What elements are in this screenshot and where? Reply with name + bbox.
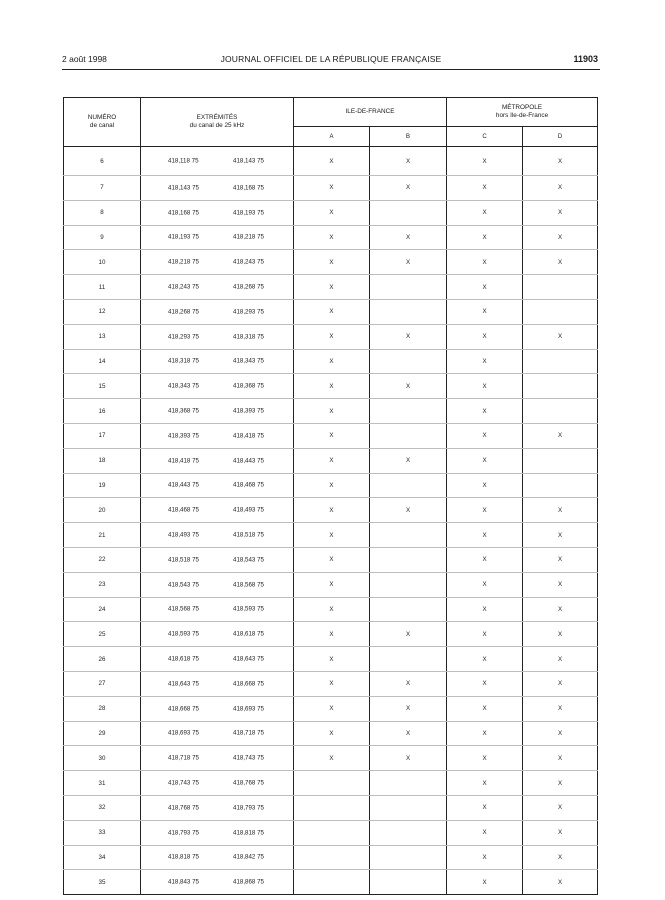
- column-c-mark: X: [447, 795, 523, 820]
- column-a-mark: X: [294, 250, 370, 275]
- extremes-cell: [141, 448, 294, 473]
- column-c-header: C: [447, 127, 523, 147]
- frequency-low: 418,418 75: [168, 457, 199, 465]
- frequency-high: 418,218 75: [233, 233, 264, 241]
- extremes-cell: [141, 225, 294, 250]
- frequency-high: 418,868 75: [233, 878, 264, 886]
- channel-number-cell: 18: [64, 448, 141, 473]
- channel-number-cell: 31: [64, 771, 141, 796]
- column-a-mark: X: [294, 176, 370, 201]
- frequency-high: 418,418 75: [233, 432, 264, 440]
- channel-number-cell: 20: [64, 498, 141, 523]
- column-a-mark: X: [294, 746, 370, 771]
- column-a-mark: [294, 795, 370, 820]
- channel-number-header-line1: NUMÉRO: [87, 114, 117, 121]
- column-d-mark: X: [523, 547, 598, 572]
- column-c-mark: X: [447, 498, 523, 523]
- table-row: [64, 597, 598, 622]
- channel-number-cell: 11: [64, 275, 141, 300]
- column-a-mark: X: [294, 448, 370, 473]
- column-b-mark: [370, 845, 447, 870]
- extremes-cell: [141, 498, 294, 523]
- frequency-low: 418,568 75: [168, 605, 199, 613]
- column-b-mark: [370, 423, 447, 448]
- channel-number-cell: 17: [64, 423, 141, 448]
- frequency-high: 418,368 75: [233, 382, 264, 390]
- column-a-mark: X: [294, 647, 370, 672]
- column-c-mark: X: [447, 572, 523, 597]
- extremes-cell: [141, 647, 294, 672]
- column-d-mark: X: [523, 820, 598, 845]
- channel-number-header-line2: de canal: [89, 122, 115, 129]
- extremes-cell: [141, 349, 294, 374]
- column-b-mark: X: [370, 250, 447, 275]
- column-c-mark: X: [447, 870, 523, 895]
- page-number: 11903: [573, 54, 598, 64]
- frequency-low: 418,693 75: [168, 729, 199, 737]
- column-d-mark: X: [523, 870, 598, 895]
- column-a-mark: X: [294, 399, 370, 424]
- column-c-mark: X: [447, 275, 523, 300]
- channel-number-cell: 19: [64, 473, 141, 498]
- frequency-low: 418,668 75: [168, 705, 199, 713]
- channel-number-cell: 14: [64, 349, 141, 374]
- extremes-cell: [141, 696, 294, 721]
- column-b-mark: X: [370, 147, 447, 176]
- frequency-high: 418,793 75: [233, 804, 264, 812]
- table-row: [64, 498, 598, 523]
- column-c-mark: X: [447, 250, 523, 275]
- column-b-mark: [370, 572, 447, 597]
- column-d-mark: X: [523, 423, 598, 448]
- column-d-mark: X: [523, 324, 598, 349]
- column-c-mark: X: [447, 324, 523, 349]
- column-d-header: D: [523, 127, 598, 147]
- channel-number-cell: 30: [64, 746, 141, 771]
- frequency-low: 418,718 75: [168, 754, 199, 762]
- column-c-mark: X: [447, 696, 523, 721]
- column-a-mark: X: [294, 324, 370, 349]
- frequency-low: 418,393 75: [168, 432, 199, 440]
- frequency-low: 418,318 75: [168, 357, 199, 365]
- column-d-mark: [523, 349, 598, 374]
- column-a-header: A: [294, 127, 370, 147]
- journal-title: JOURNAL OFFICIEL DE LA RÉPUBLIQUE FRANÇAISE: [220, 54, 442, 64]
- frequency-low: 418,268 75: [168, 308, 199, 316]
- ile-de-france-header-label: ILE-DE-FRANCE: [345, 108, 395, 115]
- extremes-cell: [141, 423, 294, 448]
- extremes-cell: [141, 374, 294, 399]
- frequency-high: 418,443 75: [233, 457, 264, 465]
- channel-number-cell: 13: [64, 324, 141, 349]
- column-d-mark: X: [523, 845, 598, 870]
- extremes-cell: [141, 547, 294, 572]
- column-a-mark: X: [294, 622, 370, 647]
- column-d-mark: X: [523, 250, 598, 275]
- table-row: [64, 374, 598, 399]
- extremes-cell: [141, 671, 294, 696]
- table-row: [64, 572, 598, 597]
- column-b-mark: [370, 523, 447, 548]
- table-row: [64, 622, 598, 647]
- channel-number-cell: 35: [64, 870, 141, 895]
- frequency-low: 418,843 75: [168, 878, 199, 886]
- column-d-mark: [523, 399, 598, 424]
- column-d-mark: X: [523, 176, 598, 201]
- table-row: [64, 671, 598, 696]
- column-a-mark: [294, 870, 370, 895]
- frequency-low: 418,818 75: [168, 853, 199, 861]
- extremes-cell: [141, 299, 294, 324]
- channel-number-cell: 27: [64, 671, 141, 696]
- column-c-mark: X: [447, 523, 523, 548]
- extremes-cell: [141, 845, 294, 870]
- column-d-mark: X: [523, 523, 598, 548]
- channel-number-cell: 24: [64, 597, 141, 622]
- column-b-mark: X: [370, 696, 447, 721]
- extremes-header-line2: du canal de 25 kHz: [189, 122, 245, 129]
- frequency-low: 418,443 75: [168, 481, 199, 489]
- frequency-high: 418,143 75: [233, 157, 264, 165]
- column-d-mark: X: [523, 597, 598, 622]
- column-a-mark: X: [294, 523, 370, 548]
- column-a-mark: X: [294, 349, 370, 374]
- issue-date: 2 août 1998: [62, 54, 107, 64]
- extremes-cell: [141, 250, 294, 275]
- column-c-mark: X: [447, 622, 523, 647]
- channel-frequency-table: [63, 97, 598, 895]
- table-row: [64, 349, 598, 374]
- frequency-high: 418,842 75: [233, 853, 264, 861]
- channel-number-cell: 29: [64, 721, 141, 746]
- column-a-mark: [294, 820, 370, 845]
- extremes-cell: [141, 870, 294, 895]
- frequency-low: 418,793 75: [168, 829, 199, 837]
- extremes-cell: [141, 820, 294, 845]
- column-b-mark: [370, 473, 447, 498]
- column-a-mark: X: [294, 200, 370, 225]
- column-c-mark: X: [447, 225, 523, 250]
- column-d-mark: [523, 374, 598, 399]
- channel-number-cell: 12: [64, 299, 141, 324]
- channel-number-cell: 22: [64, 547, 141, 572]
- column-a-mark: X: [294, 423, 370, 448]
- channel-number-cell: 21: [64, 523, 141, 548]
- column-b-mark: X: [370, 622, 447, 647]
- column-a-mark: X: [294, 498, 370, 523]
- column-b-mark: [370, 795, 447, 820]
- column-c-mark: X: [447, 423, 523, 448]
- table-row: [64, 324, 598, 349]
- channel-number-cell: 34: [64, 845, 141, 870]
- channel-number-cell: 32: [64, 795, 141, 820]
- frequency-high: 418,768 75: [233, 779, 264, 787]
- header-rule: [62, 69, 600, 70]
- extremes-cell: [141, 721, 294, 746]
- extremes-cell: [141, 622, 294, 647]
- frequency-low: 418,193 75: [168, 233, 199, 241]
- frequency-high: 418,393 75: [233, 407, 264, 415]
- column-b-mark: [370, 299, 447, 324]
- frequency-low: 418,468 75: [168, 506, 199, 514]
- column-d-mark: X: [523, 721, 598, 746]
- extremes-cell: [141, 324, 294, 349]
- frequency-high: 418,718 75: [233, 729, 264, 737]
- table-row: [64, 647, 598, 672]
- column-c-mark: X: [447, 647, 523, 672]
- table-row: [64, 448, 598, 473]
- column-a-mark: X: [294, 473, 370, 498]
- column-d-mark: X: [523, 696, 598, 721]
- channel-number-cell: 25: [64, 622, 141, 647]
- channel-number-cell: 16: [64, 399, 141, 424]
- frequency-high: 418,168 75: [233, 184, 264, 192]
- frequency-high: 418,643 75: [233, 655, 264, 663]
- column-a-mark: [294, 845, 370, 870]
- frequency-high: 418,243 75: [233, 258, 264, 266]
- column-a-mark: [294, 771, 370, 796]
- column-b-mark: X: [370, 448, 447, 473]
- column-a-mark: X: [294, 225, 370, 250]
- table-row: [64, 250, 598, 275]
- column-c-mark: X: [447, 597, 523, 622]
- column-a-mark: X: [294, 547, 370, 572]
- metropole-header: [447, 98, 598, 127]
- ile-de-france-header: [294, 98, 447, 127]
- table-row: [64, 299, 598, 324]
- column-b-mark: [370, 547, 447, 572]
- frequency-high: 418,193 75: [233, 209, 264, 217]
- column-c-mark: X: [447, 820, 523, 845]
- frequency-high: 418,593 75: [233, 605, 264, 613]
- column-b-mark: [370, 870, 447, 895]
- column-b-mark: [370, 597, 447, 622]
- column-d-mark: X: [523, 572, 598, 597]
- table-row: [64, 200, 598, 225]
- extremes-cell: [141, 176, 294, 201]
- channel-number-cell: 6: [64, 147, 141, 176]
- column-c-mark: X: [447, 746, 523, 771]
- extremes-cell: [141, 771, 294, 796]
- column-d-mark: [523, 299, 598, 324]
- channel-number-cell: 15: [64, 374, 141, 399]
- metropole-header-line1: MÉTROPOLE: [501, 104, 543, 111]
- column-b-mark: X: [370, 176, 447, 201]
- column-c-mark: X: [447, 349, 523, 374]
- frequency-low: 418,543 75: [168, 581, 199, 589]
- table-row: [64, 820, 598, 845]
- column-d-mark: X: [523, 671, 598, 696]
- frequency-high: 418,693 75: [233, 705, 264, 713]
- column-a-mark: X: [294, 147, 370, 176]
- column-b-mark: [370, 399, 447, 424]
- metropole-header-line2: hors Ile-de-France: [495, 112, 549, 119]
- table-row: [64, 275, 598, 300]
- table-row: [64, 423, 598, 448]
- column-a-mark: X: [294, 597, 370, 622]
- extremes-cell: [141, 147, 294, 176]
- channel-number-cell: 33: [64, 820, 141, 845]
- extremes-cell: [141, 523, 294, 548]
- frequency-low: 418,643 75: [168, 680, 199, 688]
- channel-number-cell: 7: [64, 176, 141, 201]
- table-row: [64, 547, 598, 572]
- frequency-high: 418,343 75: [233, 357, 264, 365]
- table-row: [64, 795, 598, 820]
- column-b-header: B: [370, 127, 447, 147]
- column-a-mark: X: [294, 374, 370, 399]
- frequency-low: 418,243 75: [168, 283, 199, 291]
- channel-number-header: [64, 98, 141, 147]
- channel-number-cell: 28: [64, 696, 141, 721]
- column-c-mark: X: [447, 374, 523, 399]
- table-row: [64, 721, 598, 746]
- column-d-mark: X: [523, 200, 598, 225]
- frequency-low: 418,343 75: [168, 382, 199, 390]
- frequency-high: 418,818 75: [233, 829, 264, 837]
- column-a-mark: X: [294, 572, 370, 597]
- column-b-mark: X: [370, 671, 447, 696]
- extremes-cell: [141, 200, 294, 225]
- frequency-high: 418,518 75: [233, 531, 264, 539]
- channel-number-cell: 23: [64, 572, 141, 597]
- page-header: [62, 51, 600, 67]
- column-c-mark: X: [447, 473, 523, 498]
- frequency-low: 418,518 75: [168, 556, 199, 564]
- table-row: [64, 870, 598, 895]
- channel-number-cell: 9: [64, 225, 141, 250]
- table-row: [64, 771, 598, 796]
- frequency-high: 418,543 75: [233, 556, 264, 564]
- column-a-mark: X: [294, 275, 370, 300]
- column-c-mark: X: [447, 147, 523, 176]
- extremes-cell: [141, 795, 294, 820]
- column-d-mark: X: [523, 746, 598, 771]
- column-c-mark: X: [447, 547, 523, 572]
- column-b-mark: [370, 200, 447, 225]
- column-b-mark: [370, 647, 447, 672]
- column-d-mark: [523, 448, 598, 473]
- column-d-mark: [523, 473, 598, 498]
- channel-number-cell: 26: [64, 647, 141, 672]
- frequency-high: 418,568 75: [233, 581, 264, 589]
- frequency-high: 418,318 75: [233, 333, 264, 341]
- extremes-header: [141, 98, 294, 147]
- column-d-mark: X: [523, 147, 598, 176]
- extremes-header-line1: EXTRÉMITÉS: [196, 114, 238, 121]
- table-row: [64, 523, 598, 548]
- frequency-low: 418,618 75: [168, 655, 199, 663]
- frequency-high: 418,293 75: [233, 308, 264, 316]
- column-b-mark: [370, 820, 447, 845]
- frequency-low: 418,768 75: [168, 804, 199, 812]
- table-row: [64, 176, 598, 201]
- column-d-mark: X: [523, 498, 598, 523]
- column-c-mark: X: [447, 399, 523, 424]
- column-a-mark: X: [294, 721, 370, 746]
- column-d-mark: X: [523, 771, 598, 796]
- frequency-high: 418,468 75: [233, 481, 264, 489]
- column-d-mark: X: [523, 795, 598, 820]
- column-d-mark: X: [523, 622, 598, 647]
- table-row: [64, 147, 598, 176]
- column-a-mark: X: [294, 671, 370, 696]
- column-a-mark: X: [294, 696, 370, 721]
- column-b-mark: X: [370, 374, 447, 399]
- column-b-mark: X: [370, 225, 447, 250]
- column-b-mark: X: [370, 746, 447, 771]
- frequency-low: 418,493 75: [168, 531, 199, 539]
- frequency-low: 418,143 75: [168, 184, 199, 192]
- column-c-mark: X: [447, 200, 523, 225]
- frequency-low: 418,293 75: [168, 333, 199, 341]
- extremes-cell: [141, 572, 294, 597]
- extremes-cell: [141, 275, 294, 300]
- frequency-high: 418,268 75: [233, 283, 264, 291]
- table-row: [64, 473, 598, 498]
- column-d-mark: X: [523, 647, 598, 672]
- table-row: [64, 845, 598, 870]
- table-row: [64, 746, 598, 771]
- extremes-cell: [141, 746, 294, 771]
- frequency-low: 418,593 75: [168, 630, 199, 638]
- column-a-mark: X: [294, 299, 370, 324]
- column-c-mark: X: [447, 721, 523, 746]
- table-row: [64, 225, 598, 250]
- column-b-mark: X: [370, 498, 447, 523]
- frequency-low: 418,368 75: [168, 407, 199, 415]
- column-b-mark: [370, 771, 447, 796]
- column-c-mark: X: [447, 176, 523, 201]
- column-c-mark: X: [447, 448, 523, 473]
- column-c-mark: X: [447, 671, 523, 696]
- column-d-mark: X: [523, 225, 598, 250]
- channel-number-cell: 8: [64, 200, 141, 225]
- table-row: [64, 696, 598, 721]
- frequency-low: 418,743 75: [168, 779, 199, 787]
- column-b-mark: [370, 275, 447, 300]
- frequency-high: 418,668 75: [233, 680, 264, 688]
- frequency-low: 418,218 75: [168, 258, 199, 266]
- column-b-mark: X: [370, 324, 447, 349]
- frequency-high: 418,743 75: [233, 754, 264, 762]
- column-c-mark: X: [447, 845, 523, 870]
- extremes-cell: [141, 473, 294, 498]
- column-c-mark: X: [447, 771, 523, 796]
- frequency-low: 418,118 75: [168, 157, 199, 165]
- extremes-cell: [141, 399, 294, 424]
- frequency-high: 418,618 75: [233, 630, 264, 638]
- frequency-low: 418,168 75: [168, 209, 199, 217]
- table-row: [64, 399, 598, 424]
- frequency-high: 418,493 75: [233, 506, 264, 514]
- extremes-cell: [141, 597, 294, 622]
- column-d-mark: [523, 275, 598, 300]
- column-b-mark: X: [370, 721, 447, 746]
- channel-number-cell: 10: [64, 250, 141, 275]
- column-c-mark: X: [447, 299, 523, 324]
- column-b-mark: [370, 349, 447, 374]
